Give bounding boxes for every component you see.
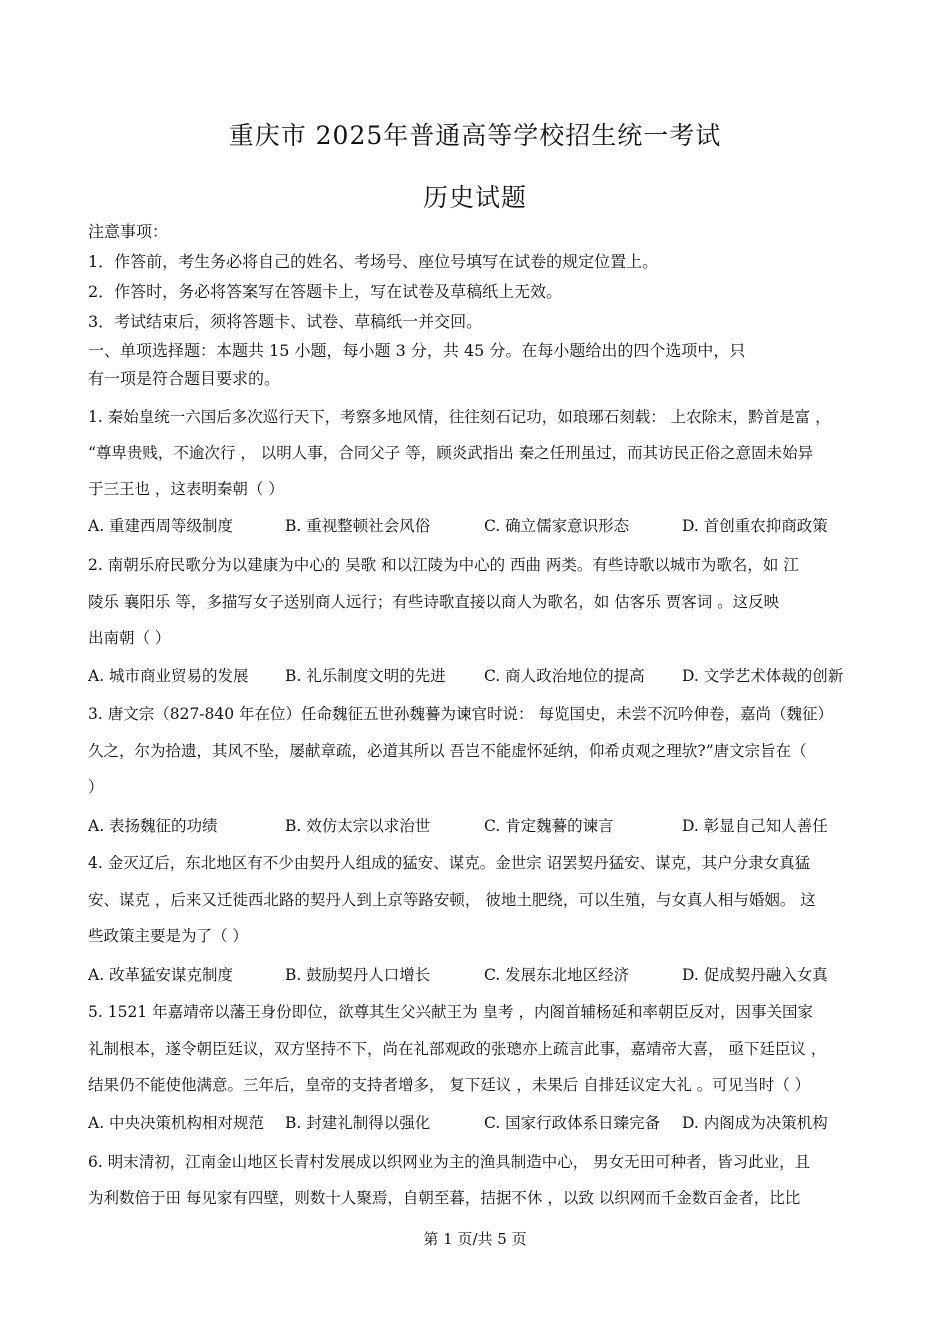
question-3-options [88,816,918,836]
question-5-options [88,1113,918,1133]
question-4-options [88,965,918,985]
question-6-text: 为利数倍于田 每见家有四壁，则数十人聚焉，自朝至暮，拮据不休 ，以致 以织网而千金数百金者，比比 [88,1189,801,1207]
question-1-text: 1. 秦始皇统一六国后多次巡行天下，考察多地风情，往往刻石记功，如琅琊石刻载： 上农除末，黔首是富 ， [88,408,831,426]
notice-item: 3．考试结束后，须将答题卡、试卷、草稿纸一并交回。 [88,312,483,331]
question-1-options [88,516,918,536]
option-d: D. 内阁成为决策机构 [682,1114,828,1132]
option-b: B. 礼乐制度文明的先进 [285,667,446,685]
option-b: B. 封建礼制得以强化 [285,1114,431,1132]
question-3-text: 3. 唐文宗（827-840 年在位）任命魏征五世孙魏謩为谏官时说： 每览国史，未尝不沉吟伸卷，嘉尚（魏征） [88,705,833,723]
question-5-text: 礼制根本，遂令朝臣廷议，双方坚持不下，尚在礼部观政的张璁亦上疏言此事，嘉靖帝大喜， 亟下廷臣议 ， [88,1040,827,1058]
option-d: D. 彰显自己知人善任 [682,817,828,835]
option-d: D. 文学艺术体裁的创新 [682,667,844,685]
option-c: C. 确立儒家意识形态 [484,517,630,535]
question-4-text: 安、谋克 ，后来又迁徙西北路的契丹人到上京等路安顿， 彼地土肥绕，可以生殖，与女真人相与婚姻。 这 [88,891,816,909]
question-2-text: 出南朝（ ） [88,629,171,647]
option-c: C. 发展东北地区经济 [484,966,630,984]
option-a: A. 表扬魏征的功绩 [88,817,218,835]
notice-item: 2．作答时，务必将答案写在答题卡上，写在试卷及草稿纸上无效。 [88,282,563,301]
question-4-text: 些政策主要是为了（ ） [88,927,248,945]
notice-item: 1．作答前，考生务必将自己的姓名、考场号、座位号填写在试卷的规定位置上。 [88,252,659,271]
question-4-text: 4. 金灭辽后，东北地区有不少由契丹人组成的猛安、谋克。金世宗 诏罢契丹猛安、谋克，其户分隶女真猛 [88,854,811,872]
option-c: C. 国家行政体系日臻完备 [484,1114,661,1132]
option-c: C. 肯定魏謩的谏言 [484,817,614,835]
question-2-text: 陵乐 襄阳乐 等，多描写女子送别商人远行；有些诗歌直接以商人为歌名，如 估客乐 贾客词 。这反映 [88,593,780,611]
option-d: D. 促成契丹融入女真 [682,966,828,984]
notice-heading: 注意事项： [88,222,169,241]
question-3-text: 久之，尔为拾遗，其风不坠，屡献章疏，必道其所以 吾岂不能虚怀延纳，仰希贞观之理欤?”唐文宗旨在（ [88,742,807,760]
question-5-text: 结果仍不能使他满意。三年后，皇帝的支持者增多， 复下廷议 ，未果后 自排廷议定大礼 。可见当时（ ） [88,1076,811,1094]
question-2-options [88,666,918,686]
exam-subtitle: 历史试题 [422,183,527,212]
question-1-text: “尊卑贵贱，不逾次行 ， 以明人事，合同父子 等，顾炎武指出 秦之任刑虽过，而其访民正俗之意固未始异 [88,444,814,462]
section-instruction-cont: 有一项是符合题目要求的。 [88,369,281,388]
question-6-text: 6. 明末清初，江南金山地区长青村发展成以织网业为主的渔具制造中心， 男女无田可种者，皆习此业，且 [88,1153,811,1171]
option-a: A. 中央决策机构相对规范 [88,1114,265,1132]
question-2-text: 2. 南朝乐府民歌分为以建康为中心的 吴歌 和以江陵为中心的 西曲 两类。有些诗歌以城市为歌名，如 江 [88,556,799,574]
option-a: A. 重建西周等级制度 [88,517,234,535]
option-b: B. 重视整顿社会风俗 [285,517,431,535]
page-number: 第 1 页/共 5 页 [423,1230,527,1248]
section-instruction: 一、单项选择题：本题共 15 小题，每小题 3 分，共 45 分。在每小题给出的四个选项中，只 [88,341,746,360]
question-5-text: 5. 1521 年嘉靖帝以藩王身份即位，欲尊其生父兴献王为 皇考 ，内阁首辅杨延和率朝臣反对，因事关国家 [88,1003,813,1021]
option-b: B. 鼓励契丹人口增长 [285,966,431,984]
question-3-text: ） [88,778,104,796]
option-a: A. 改革猛安谋克制度 [88,966,234,984]
option-b: B. 效仿太宗以求治世 [285,817,431,835]
option-d: D. 首创重农抑商政策 [682,517,828,535]
option-c: C. 商人政治地位的提高 [484,667,645,685]
exam-title: 重庆市 2025年普通高等学校招生统一考试 [228,121,722,150]
option-a: A. 城市商业贸易的发展 [88,667,249,685]
question-1-text: 于三王也 ，这表明秦朝（ ） [88,480,284,498]
